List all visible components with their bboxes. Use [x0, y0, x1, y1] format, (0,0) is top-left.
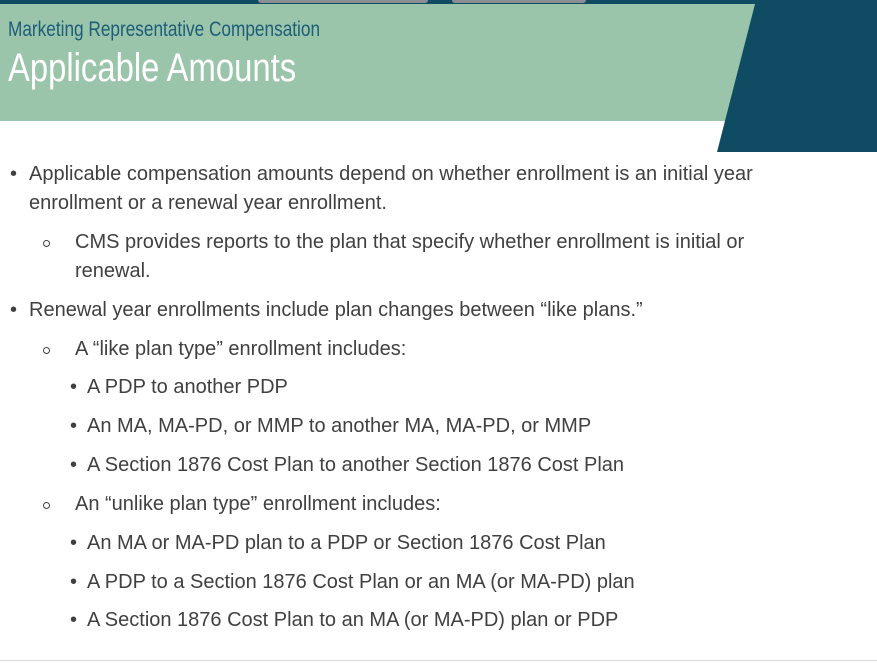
slide-subtitle: Marketing Representative Compensation [8, 18, 321, 41]
item-bullet-marker: • [70, 454, 78, 476]
slide-title: Applicable Amounts [8, 46, 297, 90]
item-bullet-marker: • [70, 415, 78, 437]
bullet-marker: • [10, 299, 18, 321]
sub-bullet-marker [43, 347, 50, 354]
like-plan-item-3: A Section 1876 Cost Plan to another Section 1876 Cost Plan [87, 454, 625, 476]
bullet-2-text: Renewal year enrollments include plan changes between “like plans.” [29, 299, 643, 321]
bullet-1-sub-1-line-1: CMS provides reports to the plan that specify whether enrollment is initial or [75, 231, 745, 253]
item-bullet-marker: • [70, 609, 78, 631]
item-bullet-marker: • [70, 532, 78, 554]
unlike-plan-item-3: A Section 1876 Cost Plan to an MA (or MA-PD) plan or PDP [87, 609, 619, 631]
item-bullet-marker: • [70, 571, 78, 593]
bullet-2-sub-2-text: An “unlike plan type” enrollment includes: [75, 493, 441, 515]
bullet-marker: • [10, 163, 18, 185]
bullet-1-line-1: Applicable compensation amounts depend on whether enrollment is an initial year [29, 163, 753, 185]
unlike-plan-item-1: An MA or MA-PD plan to a PDP or Section 1876 Cost Plan [87, 532, 606, 554]
like-plan-item-2: An MA, MA-PD, or MMP to another MA, MA-PD, or MMP [87, 415, 592, 437]
unlike-plan-item-2: A PDP to a Section 1876 Cost Plan or an MA (or MA-PD) plan [87, 571, 635, 593]
item-bullet-marker: • [70, 376, 78, 398]
bullet-2-sub-1-text: A “like plan type” enrollment includes: [75, 338, 407, 360]
sub-bullet-marker [43, 240, 50, 247]
like-plan-item-1: A PDP to another PDP [87, 376, 288, 398]
bottom-divider [0, 660, 877, 661]
bullet-1-line-2: enrollment or a renewal year enrollment. [29, 192, 387, 214]
sub-bullet-marker [43, 502, 50, 509]
bullet-1-sub-1-line-2: renewal. [75, 260, 151, 282]
